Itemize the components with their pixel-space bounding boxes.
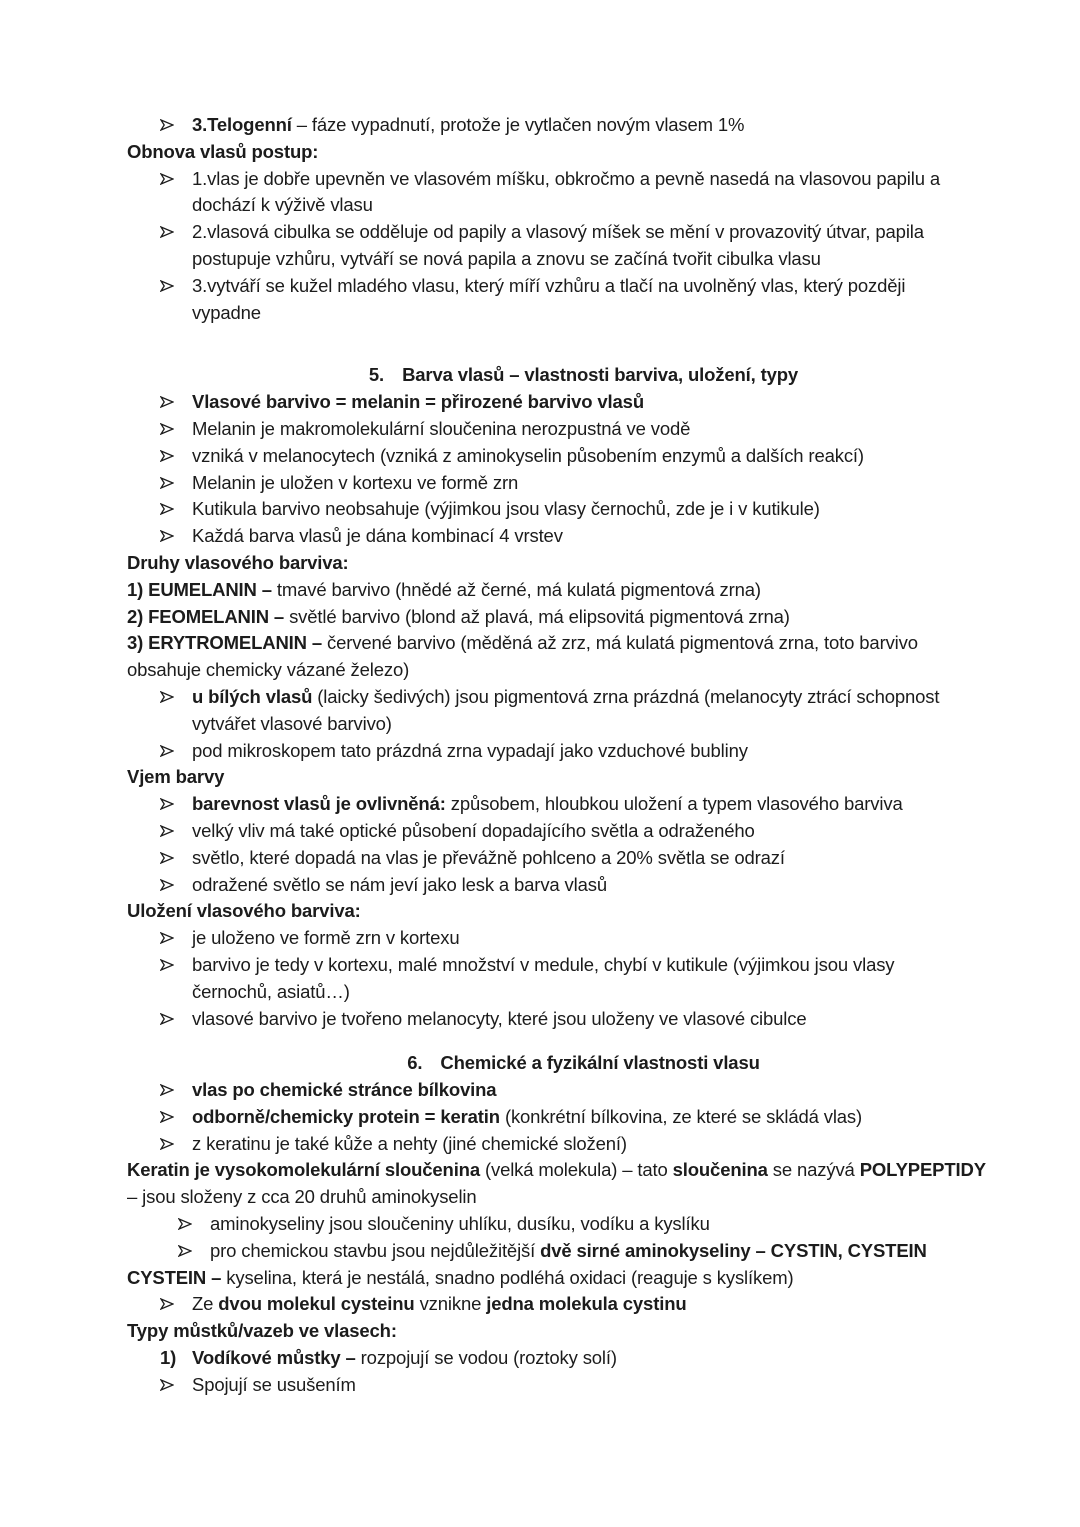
text-line — [192, 1291, 687, 1318]
text-lines — [192, 219, 924, 273]
text-lines — [192, 496, 820, 523]
bullet-arrow-icon — [160, 952, 192, 1006]
text-run: Chemické a fyzikální vlastnosti vlasu — [440, 1052, 760, 1074]
bullet-item — [127, 738, 1040, 765]
text-line — [192, 1131, 627, 1158]
text-line — [127, 764, 1040, 791]
bullet-item — [127, 952, 1040, 1006]
text-lines — [192, 112, 744, 139]
text-lines — [192, 925, 460, 952]
text-line — [192, 1104, 862, 1131]
heading-number-marker: 5. — [368, 364, 385, 386]
text-run: Každá barva vlasů je dána kombinací 4 vrstev — [192, 525, 563, 547]
text-run: rozpojují se vodou (roztoky solí) — [360, 1347, 617, 1369]
paragraph — [127, 1265, 1040, 1292]
text-lines — [192, 273, 905, 327]
text-run: barvivo je tedy v kortexu, malé množství v medule, chybí v kutikule (výjimkou jsou vlasy — [192, 953, 895, 975]
bullet-item — [127, 496, 1040, 523]
text-run: u bílých vlasů — [192, 685, 318, 707]
text-run: 2.vlasová cibulka se odděluje od papily a vlasový míšek se mění v provazovitý útvar, papila — [192, 221, 924, 243]
text-line — [192, 496, 820, 523]
bullet-arrow-icon — [160, 1077, 192, 1104]
bullet-item — [127, 791, 1040, 818]
text-run: (laicky šedivých) jsou pigmentová zrna prázdná (melanocyty ztrácí schopnost — [317, 685, 940, 707]
text-run: vznikne — [419, 1293, 487, 1315]
bullet-item — [127, 1238, 1040, 1265]
text-lines — [127, 764, 1040, 791]
text-run: velký vliv má také optické působení dopadajícího světla a odraženého — [192, 819, 755, 841]
text-run: sloučenina — [672, 1159, 768, 1181]
text-line — [127, 577, 1040, 604]
text-line — [192, 443, 864, 470]
section-heading — [127, 1050, 1040, 1077]
text-run: – jsou složeny z cca 20 druhů aminokyselin — [127, 1186, 477, 1208]
bullet-arrow-icon — [160, 1006, 192, 1033]
text-run: Ze — [192, 1293, 219, 1315]
bullet-item — [127, 443, 1040, 470]
text-run: 2) FEOMELANIN – — [127, 605, 290, 627]
text-run: Vodíkové můstky – — [192, 1347, 361, 1369]
text-line — [192, 273, 905, 300]
text-lines — [440, 1050, 759, 1077]
bullet-arrow-icon — [160, 443, 192, 470]
bullet-arrow-icon — [160, 925, 192, 952]
text-run: pro chemickou stavbu jsou nejdůležitější — [210, 1239, 541, 1261]
section-heading — [127, 362, 1040, 389]
text-line — [127, 604, 1040, 631]
text-line — [440, 1050, 759, 1077]
text-run: barevnost vlasů je ovlivněná: — [192, 793, 451, 815]
text-line — [192, 300, 905, 327]
text-lines — [127, 898, 1040, 925]
text-lines — [192, 845, 785, 872]
text-line — [192, 112, 744, 139]
text-run: odborně/chemicky protein = keratin — [192, 1105, 505, 1127]
paragraph — [127, 1157, 1040, 1211]
bullet-item — [127, 470, 1040, 497]
bullet-item — [127, 389, 1040, 416]
text-run: odražené světlo se nám jeví jako lesk a barva vlasů — [192, 873, 607, 895]
bullet-item — [127, 273, 1040, 327]
bullet-arrow-icon — [160, 523, 192, 550]
text-line — [127, 139, 1040, 166]
text-run: vzniká v melanocytech (vzniká z aminokyselin působením enzymů a dalších reakcí) — [192, 444, 864, 466]
text-run: Druhy vlasového barviva: — [127, 551, 349, 573]
text-run: světlo, které dopadá na vlas je převážně pohlceno a 20% světla se odrazí — [192, 846, 785, 868]
paragraph — [127, 764, 1040, 791]
text-run: 1) EUMELANIN – — [127, 578, 277, 600]
bullet-arrow-icon — [160, 416, 192, 443]
text-lines — [192, 791, 903, 818]
bullet-item — [127, 1372, 1040, 1399]
text-line — [192, 925, 460, 952]
text-lines — [192, 1104, 862, 1131]
text-lines — [127, 1265, 1040, 1292]
text-line — [127, 550, 1040, 577]
text-run: dvou molekul cysteinu — [218, 1293, 420, 1315]
bullet-item — [127, 1131, 1040, 1158]
text-line — [192, 219, 924, 246]
text-run: Vjem barvy — [127, 766, 225, 788]
text-run: dochází k výživě vlasu — [192, 194, 373, 216]
text-line — [127, 1157, 1040, 1184]
bullet-arrow-icon — [160, 166, 192, 220]
text-lines — [192, 470, 518, 497]
text-run: Typy můstků/vazeb ve vlasech: — [127, 1320, 397, 1342]
text-run: Obnova vlasů postup: — [127, 140, 319, 162]
text-line — [192, 684, 939, 711]
text-line — [192, 1006, 806, 1033]
text-lines — [127, 630, 1040, 684]
text-run: je uloženo ve formě zrn v kortexu — [192, 927, 460, 949]
bullet-arrow-icon — [160, 389, 192, 416]
text-line — [127, 1318, 1040, 1345]
bullet-item — [127, 872, 1040, 899]
text-run: způsobem, hloubkou uložení a typem vlasového barviva — [450, 793, 903, 815]
text-run: vytvářet vlasové barvivo) — [192, 712, 392, 734]
text-line — [127, 1184, 1040, 1211]
text-lines — [192, 684, 939, 738]
text-lines — [192, 443, 864, 470]
text-lines — [192, 416, 690, 443]
text-line — [192, 192, 940, 219]
text-line — [192, 979, 894, 1006]
bullet-arrow-icon — [160, 1131, 192, 1158]
text-run: dvě sirné aminokyseliny – CYSTIN, CYSTEIN — [540, 1239, 927, 1261]
text-run: Vlasové barvivo = melanin = přirozené barvivo vlasů — [192, 391, 644, 413]
text-run: aminokyseliny jsou sloučeniny uhlíku, dusíku, vodíku a kyslíku — [210, 1213, 710, 1235]
text-run: Kutikula barvivo neobsahuje (výjimkou jsou vlasy černochů, zde je i v kutikule) — [192, 498, 820, 520]
text-line — [210, 1238, 927, 1265]
bullet-item — [127, 166, 1040, 220]
bullet-item — [127, 1006, 1040, 1033]
text-lines — [127, 1318, 1040, 1345]
text-run: černochů, asiatů…) — [192, 980, 350, 1002]
paragraph — [127, 630, 1040, 684]
heading-number-marker: 6. — [407, 1052, 423, 1074]
bullet-item — [127, 818, 1040, 845]
text-lines — [127, 577, 1040, 604]
text-run: 3.vytváří se kužel mladého vlasu, který míří vzhůru a tlačí na uvolněný vlas, který později — [192, 274, 906, 296]
text-run: z keratinu je také kůže a nehty (jiné chemické složení) — [192, 1132, 627, 1154]
paragraph — [127, 1318, 1040, 1345]
text-run: postupuje vzhůru, vytváří se nová papila a znovu se začíná tvořit cibulka vlasu — [192, 247, 821, 269]
text-line — [192, 872, 607, 899]
numbered-item — [127, 1345, 1040, 1372]
text-line — [192, 1077, 496, 1104]
bullet-item — [127, 1211, 1040, 1238]
bullet-arrow-icon — [160, 219, 192, 273]
paragraph — [127, 139, 1040, 166]
text-line — [192, 470, 518, 497]
text-lines — [192, 1131, 627, 1158]
bullet-item — [127, 523, 1040, 550]
bullet-arrow-icon — [178, 1238, 210, 1265]
text-run: červené barvivo (měděná až zrz, má kulatá pigmentová zrna, toto barvivo — [326, 632, 918, 654]
paragraph — [127, 898, 1040, 925]
text-lines — [192, 1372, 356, 1399]
text-lines — [192, 952, 894, 1006]
bullet-arrow-icon — [178, 1211, 210, 1238]
text-line — [192, 738, 748, 765]
text-lines — [127, 1157, 1040, 1211]
text-run: POLYPEPTIDY — [859, 1159, 986, 1181]
paragraph — [127, 604, 1040, 631]
text-run: Uložení vlasového barviva: — [127, 900, 361, 922]
text-line — [192, 416, 690, 443]
text-lines — [127, 550, 1040, 577]
text-run: pod mikroskopem tato prázdná zrna vypadají jako vzduchové bubliny — [192, 739, 748, 761]
text-line — [192, 791, 903, 818]
bullet-arrow-icon — [160, 496, 192, 523]
text-line — [127, 657, 1040, 684]
text-lines — [192, 1006, 806, 1033]
text-run: Keratin je vysokomolekulární sloučenina — [127, 1159, 485, 1181]
text-lines — [127, 139, 1040, 166]
text-run: CYSTEIN – — [127, 1266, 227, 1288]
text-lines — [192, 872, 607, 899]
text-line — [192, 166, 940, 193]
text-run: tmavé barvivo (hnědé až černé, má kulatá pigmentová zrna) — [276, 578, 761, 600]
bullet-item — [127, 925, 1040, 952]
text-lines — [192, 738, 748, 765]
text-run: 3.Telogenní — [192, 114, 297, 135]
bullet-arrow-icon — [160, 470, 192, 497]
bullet-arrow-icon — [160, 684, 192, 738]
text-run: 1.vlas je dobře upevněn ve vlasovém míšku, obkročmo a pevně nasedá na vlasovou papilu a — [192, 167, 940, 189]
bullet-arrow-icon — [160, 1104, 192, 1131]
text-line — [192, 952, 894, 979]
text-run: 3) ERYTROMELANIN – — [127, 632, 327, 654]
text-run: jedna molekula cystinu — [486, 1293, 687, 1315]
text-line — [192, 389, 644, 416]
bullet-item — [127, 684, 1040, 738]
paragraph-spacer — [127, 326, 1040, 362]
list-number-marker: 1) — [160, 1347, 177, 1369]
bullet-item — [127, 1291, 1040, 1318]
text-run: – fáze vypadnutí, protože je vytlačen novým vlasem 1% — [296, 114, 745, 135]
text-run: Barva vlasů – vlastnosti barviva, uložení, typy — [402, 364, 799, 386]
text-line — [192, 818, 755, 845]
bullet-arrow-icon — [160, 872, 192, 899]
bullet-arrow-icon — [160, 818, 192, 845]
text-lines — [210, 1211, 710, 1238]
text-lines — [127, 604, 1040, 631]
bullet-item — [127, 845, 1040, 872]
paragraph — [127, 550, 1040, 577]
text-lines — [192, 1077, 496, 1104]
text-line — [127, 898, 1040, 925]
text-run: Melanin je uložen v kortexu ve formě zrn — [192, 471, 519, 493]
bullet-arrow-icon — [160, 845, 192, 872]
text-run: vlas po chemické stránce bílkovina — [192, 1079, 497, 1101]
paragraph — [127, 577, 1040, 604]
text-lines — [192, 1345, 617, 1372]
bullet-item — [127, 1104, 1040, 1131]
bullet-arrow-icon — [160, 738, 192, 765]
bullet-item — [127, 1077, 1040, 1104]
text-line — [192, 845, 785, 872]
text-line — [127, 1265, 1040, 1292]
text-line — [192, 246, 924, 273]
bullet-item — [127, 112, 1040, 139]
text-line — [402, 362, 798, 389]
text-lines — [192, 166, 940, 220]
bullet-arrow-icon — [160, 1372, 192, 1399]
text-lines — [192, 523, 563, 550]
text-line — [192, 1372, 356, 1399]
text-line — [192, 711, 939, 738]
paragraph-spacer — [127, 1032, 1040, 1050]
text-run: světlé barvivo (blond až plavá, má elipsovitá pigmentová zrna) — [289, 605, 790, 627]
text-run: (konkrétní bílkovina, ze které se skládá vlas) — [504, 1105, 863, 1127]
text-lines — [210, 1238, 927, 1265]
text-run: obsahuje chemicky vázané železo) — [127, 659, 410, 681]
bullet-arrow-icon — [160, 1291, 192, 1318]
text-run: vlasové barvivo je tvořeno melanocyty, které jsou uloženy ve vlasové cibulce — [192, 1007, 807, 1029]
text-line — [210, 1211, 710, 1238]
text-run: kyselina, která je nestálá, snadno podléhá oxidaci (reaguje s kyslíkem) — [226, 1266, 794, 1288]
text-lines — [402, 362, 798, 389]
bullet-item — [127, 219, 1040, 273]
text-run: Melanin je makromolekulární sloučenina nerozpustná ve vodě — [192, 417, 691, 439]
bullet-arrow-icon — [160, 112, 192, 139]
text-line — [192, 523, 563, 550]
text-line — [192, 1345, 617, 1372]
text-run: Spojují se usušením — [192, 1373, 356, 1395]
text-run: se nazývá — [767, 1159, 860, 1181]
text-run: (velká molekula) – tato — [484, 1159, 673, 1181]
bullet-arrow-icon — [160, 791, 192, 818]
text-lines — [192, 1291, 687, 1318]
text-lines — [192, 818, 755, 845]
text-line — [127, 630, 1040, 657]
bullet-arrow-icon — [160, 273, 192, 327]
text-lines — [192, 389, 644, 416]
bullet-item — [127, 416, 1040, 443]
text-run: vypadne — [192, 301, 261, 323]
